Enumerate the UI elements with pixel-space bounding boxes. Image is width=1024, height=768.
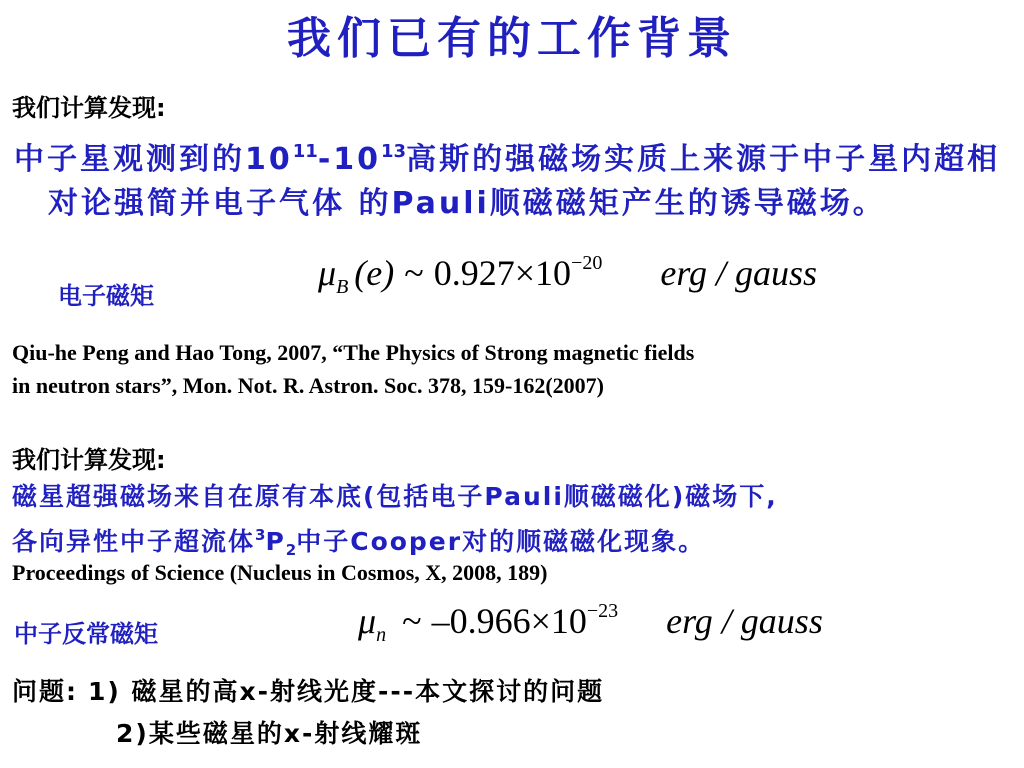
electron-moment-formula — [318, 252, 817, 299]
line2-text-c: 中子Cooper对的顺磁磁化现象。 — [296, 527, 706, 556]
formula-arg: (e) — [354, 253, 395, 293]
mu-n-symbol: μ — [358, 601, 377, 641]
formula-n-exponent: −23 — [586, 600, 619, 622]
questions-line-1 — [12, 672, 604, 708]
questions-label: 问题: — [12, 677, 78, 706]
section1-intro: 我们计算发现: — [12, 94, 166, 122]
section2-intro: 我们计算发现: — [12, 446, 166, 474]
reference-1-line-2: in neutron stars”, Mon. Not. R. Astron. Soc. 378, 159-162(2007) — [12, 373, 604, 398]
mu-n-subscript: n — [376, 624, 387, 646]
line2-sub: 2 — [285, 541, 297, 559]
reference-1-line-1: Qiu-he Peng and Hao Tong, 2007, “The Physics of Strong magnetic fields — [12, 340, 695, 365]
formula-exponent: −20 — [571, 252, 603, 274]
approx-n-symbol: ~ — [402, 601, 422, 641]
section2-line-1: 磁星超强磁场来自在原有本底(包括电子Pauli顺磁磁化)磁场下, — [12, 482, 778, 511]
para-text-c: 高斯的强磁场实质上来源于中子星内超相对论强简并电子气体 的Pauli顺磁磁矩产生的诱导磁场。 — [48, 142, 1001, 221]
para-sup-1: 11 — [292, 141, 318, 162]
para-text-a: 中子星观测到的10 — [14, 142, 293, 177]
para-text-b: -10 — [317, 142, 382, 177]
page-title: 我们已有的工作背景 — [287, 13, 737, 64]
formula-n-value: –0.966×10 — [431, 601, 587, 641]
formula-n-unit: erg / gauss — [666, 601, 823, 641]
question-2: 2)某些磁星的x-射线耀斑 — [116, 719, 423, 748]
question-1: 1) 磁星的高x-射线光度---本文探讨的问题 — [88, 677, 605, 706]
section1-paragraph — [14, 130, 1014, 226]
mu-subscript: B — [336, 276, 349, 298]
electron-moment-label: 电子磁矩 — [58, 282, 154, 310]
neutron-moment-formula — [358, 600, 823, 647]
mu-symbol: μ — [318, 253, 337, 293]
line2-sup: 3 — [255, 526, 266, 544]
reference-2: Proceedings of Science (Nucleus in Cosmos, X, 2008, 189) — [12, 560, 548, 585]
approx-symbol: ~ — [404, 253, 424, 293]
formula-value: 0.927×10 — [433, 253, 572, 293]
neutron-moment-label: 中子反常磁矩 — [14, 620, 158, 648]
formula-unit: erg / gauss — [660, 253, 818, 293]
para-sup-2: 13 — [381, 141, 407, 162]
line2-text-a: 各向异性中子超流体 — [12, 527, 256, 556]
reference-1 — [12, 336, 694, 402]
line2-text-b: P — [265, 527, 286, 556]
